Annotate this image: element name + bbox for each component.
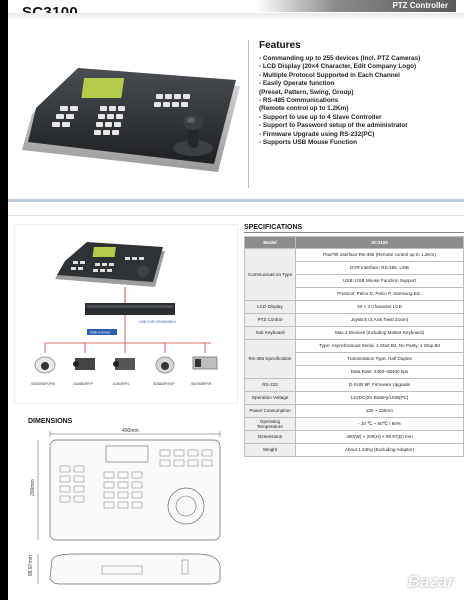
table-row [245,392,464,405]
usb-label: USB Connect [90,330,110,335]
system-diagram [14,224,238,404]
watermark-logo: Bazar [407,572,454,591]
feature-line: - Commanding up to 255 devices (Incl. PTZ Cameras) [259,55,421,62]
dimensions-title: DIMENSIONS [28,418,73,425]
table-row [245,314,464,327]
row-value: About 1.24Kg (Excluding Adaptor) [296,444,464,457]
feature-line: - Support to use up to 4 Slave Controller [259,113,382,121]
feature-line: - LCD Display (20×4 Character, Edit Company Logo) [259,63,417,71]
row-value: 20 × 4 Character LCD [296,301,464,314]
section-label: PTZ Controller [392,1,448,10]
row-value: 120 ~ 150mA [296,405,464,418]
feature-line: - Multiple Protocol Supported in Each Channel [259,71,400,79]
camera-housing-icon [193,357,217,369]
features-title: Features [259,40,301,51]
left-edge [0,0,8,600]
feature-line: (Remote control up to 1.2Km) [259,105,349,113]
row-value: DVR interface: RS-485, USB [296,262,464,275]
table-header-row [245,237,464,249]
column-header: SC3100 [296,237,464,249]
row-value: USB: USB Mouse Function Support [296,275,464,288]
row-value: Protocol: Pelco D, Pelco P, Samsung Etc. [296,288,464,301]
row-label: Power Consumption [245,405,296,418]
row-label: PTZ Control [245,314,296,327]
row-value: - 10 ℃ ~ 50℃ / 60% [296,418,464,431]
depth-dimension: 99.97mm [28,555,34,576]
spec-rule [244,232,464,233]
thin-divider [8,215,464,216]
table-row [245,418,464,431]
row-label: Communicati on Type [245,249,296,301]
row-value: Pan/Tilt interface:RS-485 (Remote control up to 1.2Km) [296,249,464,262]
table-row [245,340,464,353]
row-label: RS-232 [245,379,296,392]
camera-model: SS2809DP/2PM [31,382,56,386]
feature-line: (Preset, Pattern, Swing, Group) [259,88,354,96]
camera-box-icon [113,358,135,370]
section-divider [8,199,464,202]
camera-model: A1502RP/L [113,382,130,386]
table-row [245,405,464,418]
height-dimension: 200mm [30,479,36,496]
camera-model: SM7505RP/R [191,382,212,386]
dvr-label: USB DVR HD3/4848DV [139,320,177,324]
specifications-title: SPECIFICATIONS [244,224,303,231]
row-value: Max.4 Devices (Including Master Keyboard) [296,327,464,340]
table-row [245,444,464,457]
feature-line: - Easily Operate function [259,80,335,88]
top-rule [8,13,464,21]
row-label: Operating Temperature [245,418,296,431]
column-header: Model [245,237,296,249]
camera-dome-icon [156,357,174,373]
dimensions-drawing [14,426,236,600]
table-row [245,301,464,314]
feature-line: - Firmware Upgrade using RS-232(PC) [259,130,375,138]
row-value: D-SUB 9P, Firmware Upgrade [296,379,464,392]
row-value: 12VDC(9V Battery/USB(PC) [296,392,464,405]
features-box [248,40,464,188]
width-dimension: 400mm [122,428,139,434]
feature-line: - Support to Password setup of the administrator [259,122,408,130]
row-value: Joystick (3 Axis Twist Zoom) [296,314,464,327]
controller-photo [8,22,248,200]
specifications-table [244,236,464,457]
row-label: Dimensions [245,431,296,444]
camera-box-icon [73,358,95,370]
row-value: Type: Asynchronous Serial, 1 Start Bit, No Parity, 1 Stop Bit [296,340,464,353]
product-page [8,0,464,600]
table-row [245,379,464,392]
row-value: Data Rate: 2400~38400 bps [296,366,464,379]
row-value: 400(W) × 200(H) × 99.97(D) mm [296,431,464,444]
feature-line: - Supports USB Mouse Function [259,139,357,147]
table-row [245,249,464,262]
row-value: Transmission Type: Half Duplex [296,353,464,366]
row-label: Operation Voltage [245,392,296,405]
header-bar [256,0,456,12]
row-label: Weight [245,444,296,457]
camera-model: GA4982RP/P [73,382,93,386]
table-row [245,327,464,340]
row-label: RS-485 Specification [245,340,296,379]
camera-model: SD8328P/SVP [153,382,175,386]
row-label: Sub Keyboard [245,327,296,340]
camera-dome-icon [35,357,55,373]
feature-line: - RS-485 Communications [259,97,339,105]
table-row [245,431,464,444]
row-label: LCD Display [245,301,296,314]
